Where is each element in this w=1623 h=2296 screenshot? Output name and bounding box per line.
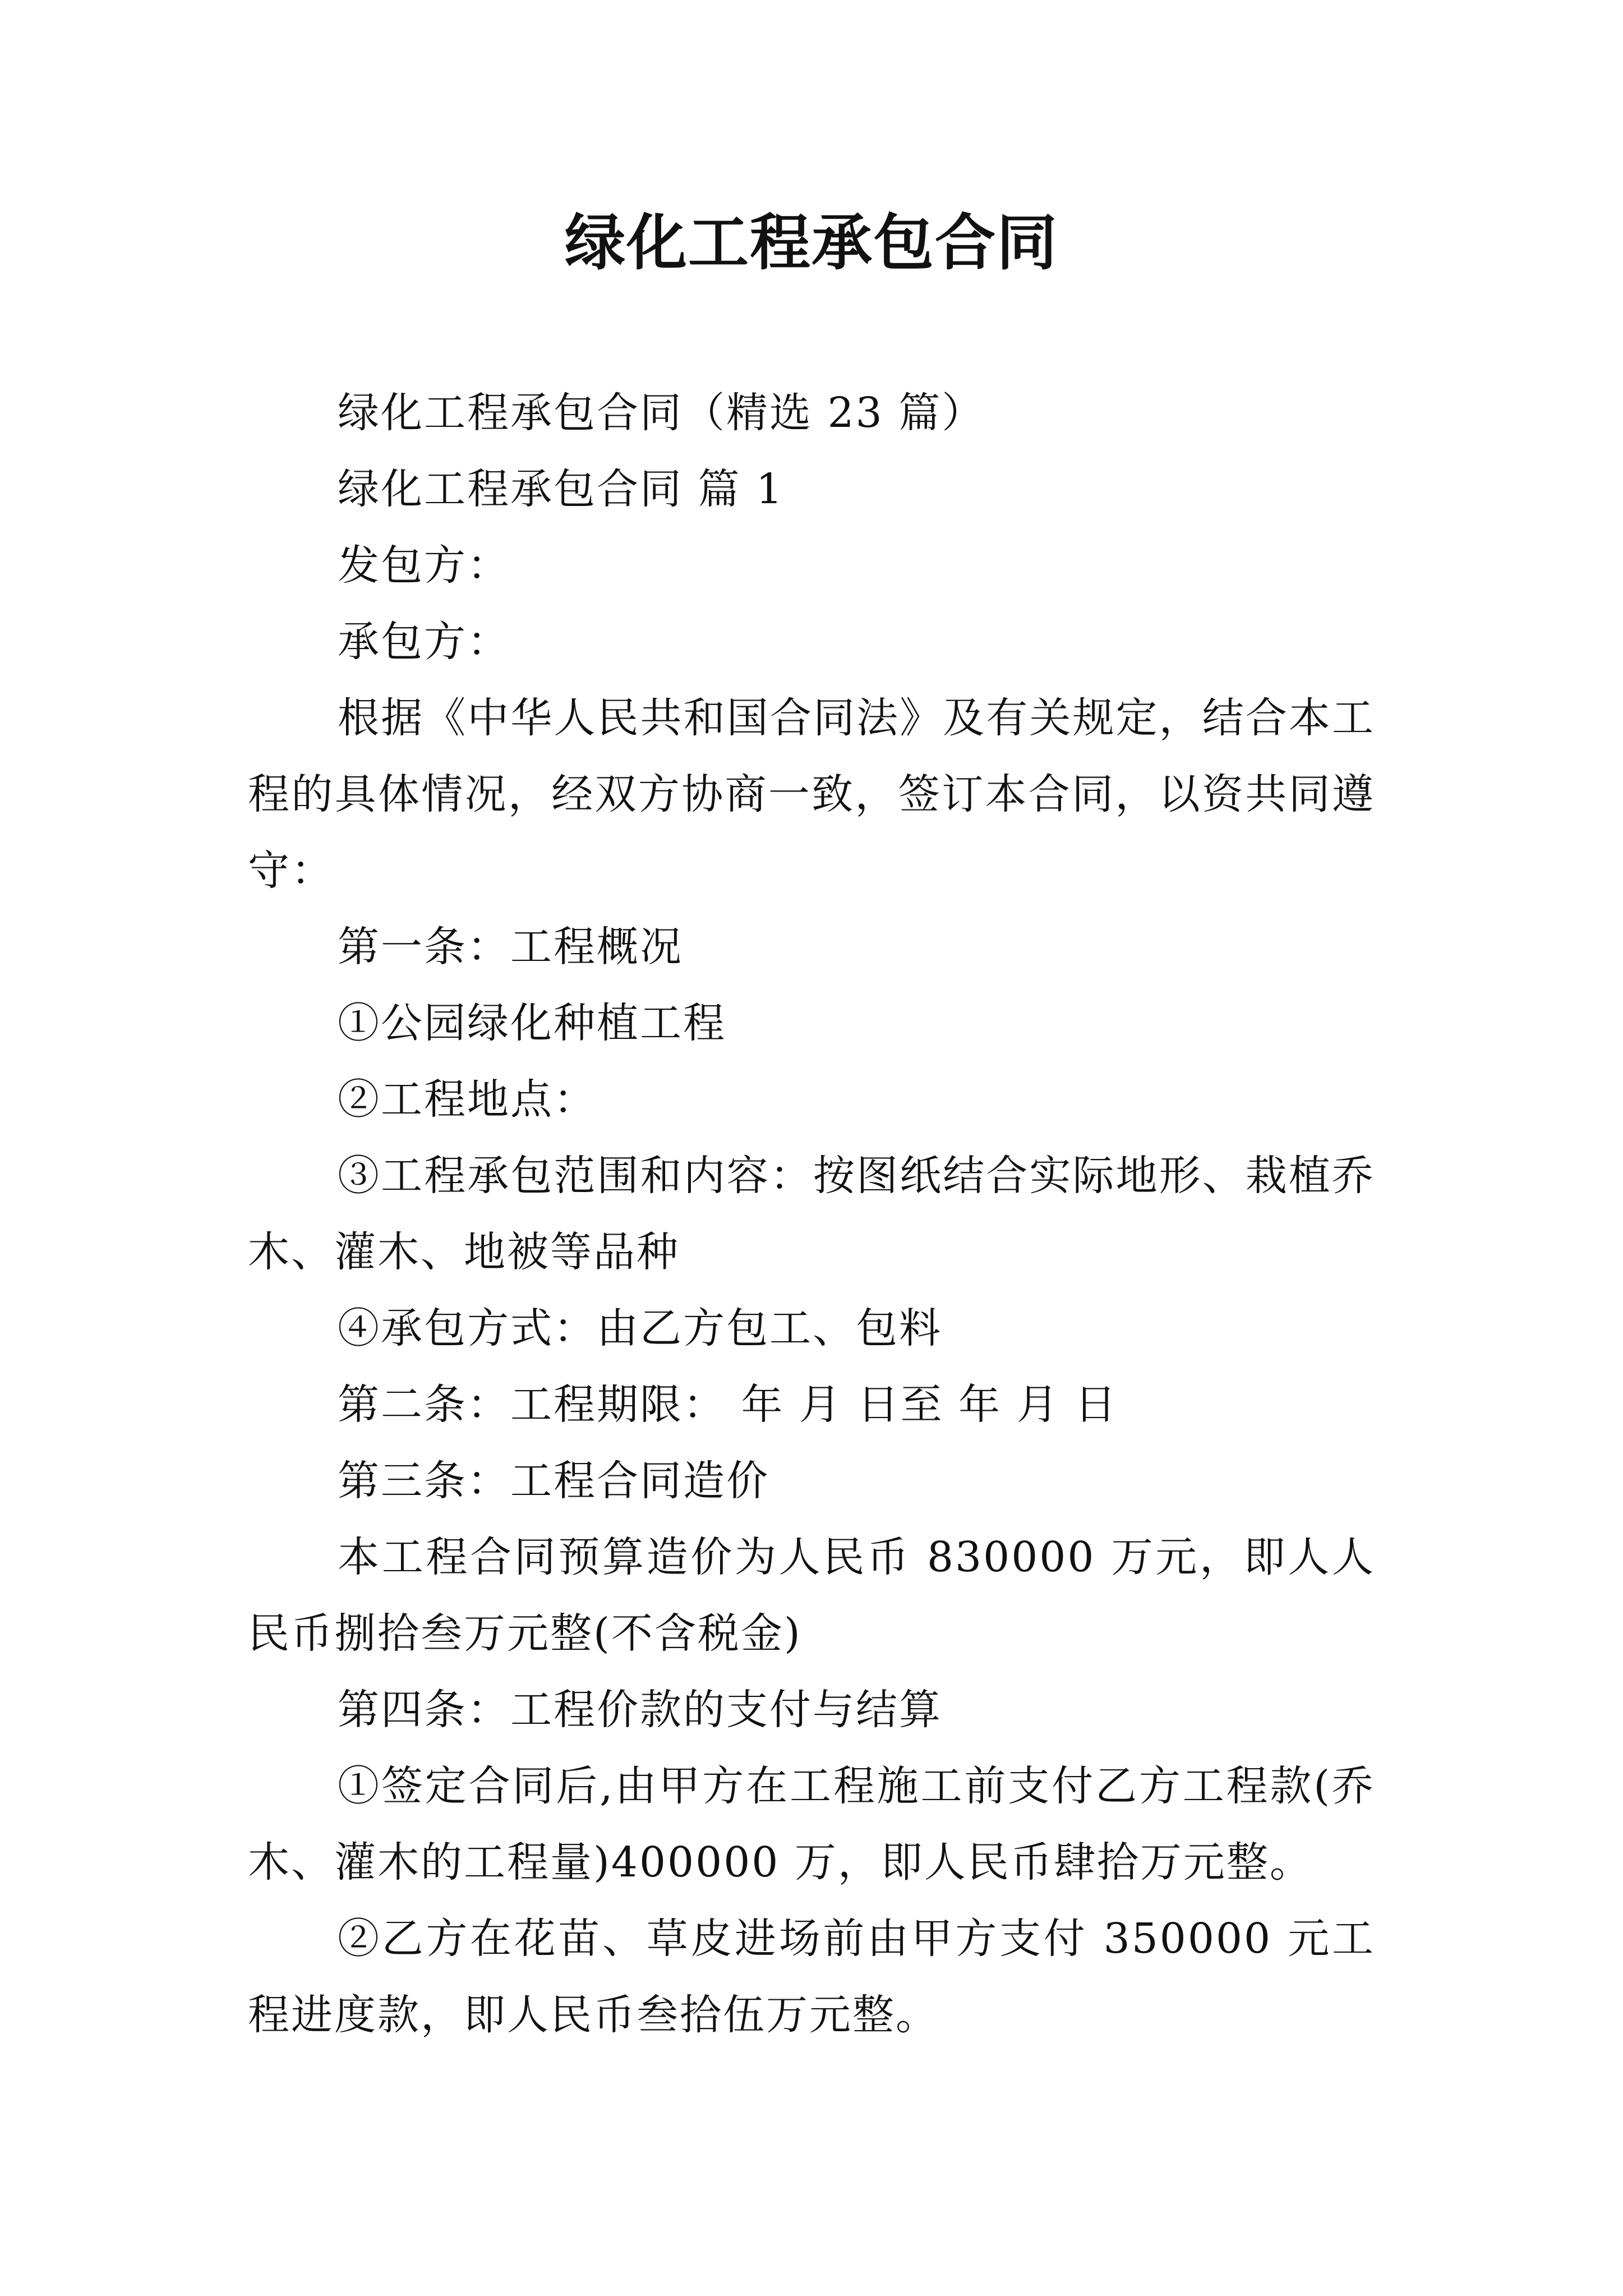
paragraph-item-3: ③工程承包范围和内容：按图纸结合实际地形、栽植乔木、灌木、地被等品种 bbox=[248, 1152, 1375, 1276]
paragraph-payment-1: ①签定合同后,由甲方在工程施工前支付乙方工程款(乔木、灌木的工程量)400000 万，即人民币肆拾万元整。 bbox=[248, 1762, 1375, 1887]
paragraph-article-1: 第一条：工程概况 bbox=[338, 923, 683, 971]
paragraph-item-2: ②工程地点： bbox=[338, 1075, 597, 1124]
paragraph-article-3: 第三条：工程合同造价 bbox=[338, 1457, 769, 1505]
paragraph-payment-2: ②乙方在花苗、草皮进场前由甲方支付 350000 元工程进度款，即人民币叁拾伍万元整。 bbox=[248, 1915, 1375, 2039]
document-body bbox=[248, 375, 1375, 2053]
paragraph-section-heading: 绿化工程承包合同 篇 1 bbox=[338, 465, 785, 513]
document-title: 绿化工程承包合同 bbox=[564, 208, 1058, 278]
paragraph-issuer: 发包方： bbox=[338, 541, 510, 590]
paragraph-contractor: 承包方： bbox=[338, 618, 510, 666]
paragraph-item-4: ④承包方式：由乙方包工、包料 bbox=[338, 1304, 942, 1352]
paragraph-contract-price: 本工程合同预算造价为人民币 830000 万元，即人人民币捌拾叁万元整(不含税金) bbox=[248, 1533, 1375, 1658]
paragraph-collection-title: 绿化工程承包合同（精选 23 篇） bbox=[338, 389, 985, 437]
paragraph-item-1: ①公园绿化种植工程 bbox=[338, 999, 726, 1047]
paragraph-article-4: 第四条：工程价款的支付与结算 bbox=[338, 1686, 942, 1734]
paragraph-article-2: 第二条：工程期限： 年 月 日至 年 月 日 bbox=[338, 1381, 1118, 1429]
paragraph-preamble: 根据《中华人民共和国合同法》及有关规定，结合本工程的具体情况，经双方协商一致，签订本合同，以资共同遵守： bbox=[248, 694, 1375, 895]
